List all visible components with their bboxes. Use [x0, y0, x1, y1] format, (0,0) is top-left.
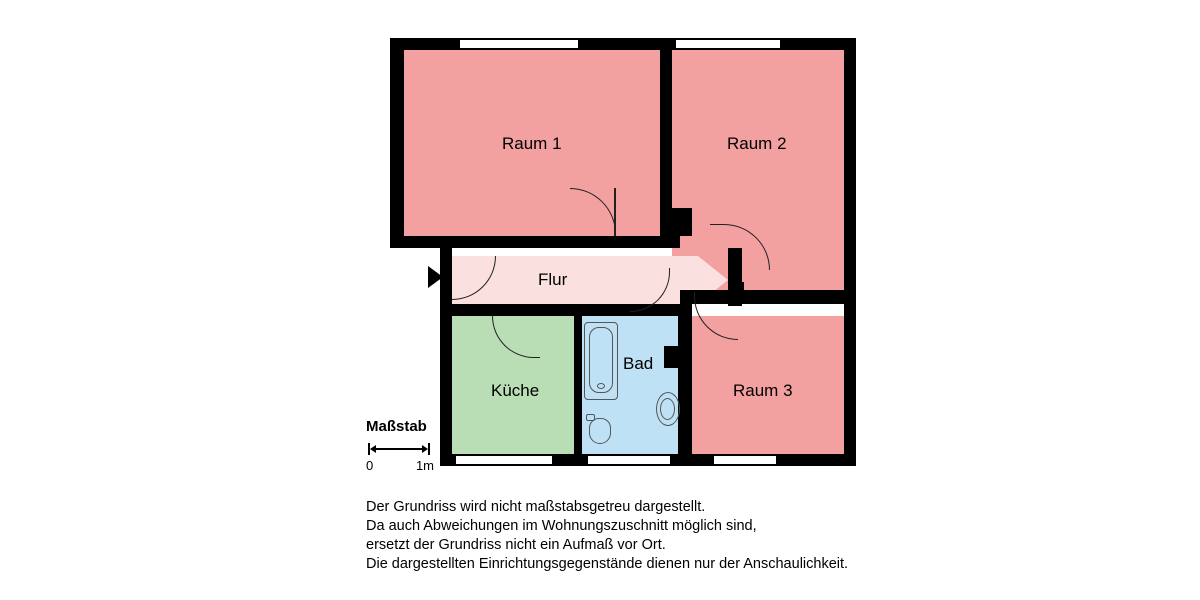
scale-title: Maßstab [366, 418, 427, 435]
room-label-raum-3: Raum 3 [733, 381, 793, 400]
scale-bar [366, 418, 434, 473]
scale-min-label: 0 [366, 458, 374, 473]
window-raum3-bottom [714, 454, 776, 466]
window-kueche-bottom [456, 454, 552, 466]
entry-arrow-icon [428, 266, 443, 288]
toilet-tank-icon [586, 414, 595, 421]
window-bad-bottom [588, 454, 670, 466]
wall-outer-left-lower [440, 304, 452, 466]
disclaimer-text [366, 498, 848, 574]
door-raum1-leaf [614, 188, 616, 236]
bathtub-drain-icon [597, 383, 605, 389]
scale-max-label: 1m [415, 458, 434, 473]
sink-basin-icon [660, 398, 675, 420]
wall-outer-right [844, 38, 856, 466]
wall-jamb-raum2 [672, 208, 692, 236]
disclaimer-line-3: ersetzt der Grundriss nicht ein Aufmaß vor Ort. [366, 537, 666, 553]
window-raum2-top [676, 38, 780, 50]
wall-interior-kueche-bad [574, 304, 582, 466]
wall-jamb-bad [664, 346, 684, 368]
wall-interior-raum1-raum2 [660, 38, 672, 248]
window-raum1-top [460, 38, 578, 50]
room-label-bad: Bad [623, 354, 654, 373]
wall-interior-bad-raum3 [678, 304, 692, 466]
disclaimer-line-2: Da auch Abweichungen im Wohnungszuschnitt möglich sind, [366, 518, 757, 534]
scale-line-graphic [368, 443, 430, 455]
room-label-raum-1: Raum 1 [502, 134, 562, 153]
disclaimer-line-4: Die dargestellten Einrichtungsgegenstände dienen nur der Anschaulichkeit. [366, 556, 849, 572]
room-label-flur: Flur [538, 270, 568, 289]
room-label-raum-2: Raum 2 [727, 134, 787, 153]
wall-interior-flur-bottom [440, 304, 692, 316]
wall-outer-left-upper [390, 38, 404, 248]
disclaimer-line-1: Der Grundriss wird nicht maßstabsgetreu dargestellt. [366, 499, 706, 515]
wall-interior-raum1-bottom [390, 236, 680, 248]
room-label-kueche: Küche [491, 381, 540, 400]
toilet-icon [589, 418, 611, 444]
